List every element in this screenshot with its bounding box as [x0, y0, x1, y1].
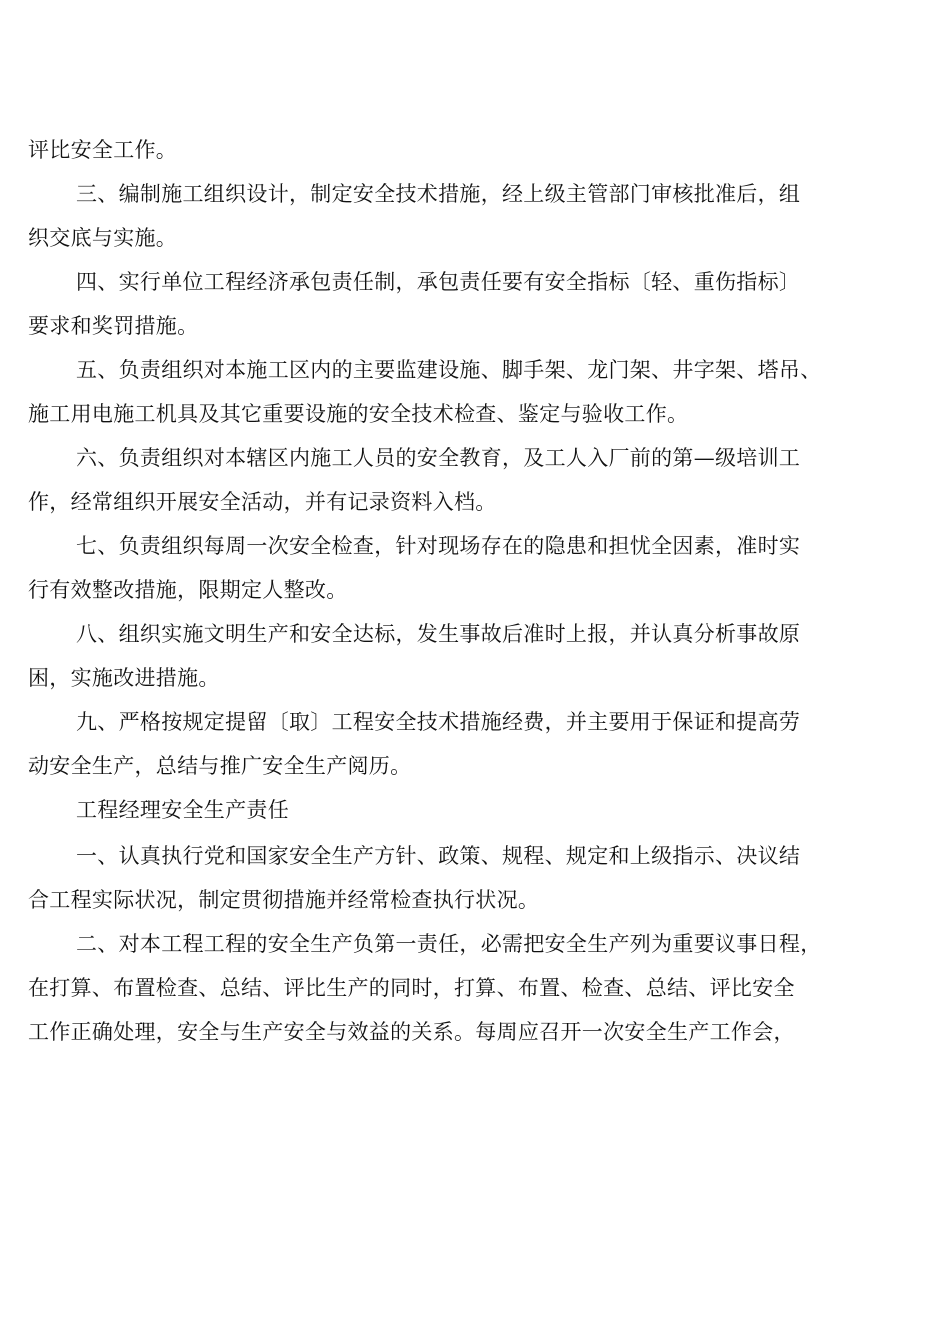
paragraph-a1-line-2: 合工程实际状况，制定贯彻措施并经常检查执行状况。: [28, 888, 540, 912]
paragraph-5-line-2: 施工用电施工机具及其它重要设施的安全技术检查、鉴定与验收工作。: [28, 402, 689, 426]
paragraph-3-line-2: 织交底与实施。: [28, 226, 178, 250]
paragraph-a2-line-3: 工作正确处理，安全与生产安全与效益的关系。每周应召开一次安全生产工作会，: [28, 1020, 795, 1044]
paragraph-5-line-1: 五、负责组织对本施工区内的主要监建设施、脚手架、龙门架、井字架、塔吊、: [76, 358, 822, 382]
paragraph-6-line-2: 作，经常组织开展安全活动，并有记录资料入档。: [28, 490, 497, 514]
paragraph-8-line-1: 八、组织实施文明生产和安全达标，发生事故后准时上报，并认真分析事故原: [76, 622, 801, 646]
paragraph-6-line-1: 六、负责组织对本辖区内施工人员的安全教育，及工人入厂前的第—级培训工: [76, 446, 801, 470]
paragraph-a2-line-1: 二、对本工程工程的安全生产负第一责任，必需把安全生产列为重要议事日程，: [76, 932, 822, 956]
paragraph-9-line-1: 九、严格按规定提留〔取〕工程安全技术措施经费，并主要用于保证和提高劳: [76, 710, 801, 734]
paragraph-a1-line-1: 一、认真执行党和国家安全生产方针、政策、规程、规定和上级指示、决议结: [76, 844, 801, 868]
paragraph-a2-line-2: 在打算、布置检查、总结、评比生产的同时，打算、布置、检查、总结、评比安全: [28, 976, 795, 1000]
paragraph-8-line-2: 困，实施改进措施。: [28, 666, 220, 690]
paragraph-7-line-2: 行有效整改措施，限期定人整改。: [28, 578, 348, 602]
paragraph-4-line-1: 四、实行单位工程经济承包责任制，承包责任要有安全指标〔轻、重伤指标〕: [76, 270, 801, 294]
paragraph-7-line-1: 七、负责组织每周一次安全检查，针对现场存在的隐患和担忧全因素，准时实: [76, 534, 801, 558]
paragraph-3-line-1: 三、编制施工组织设计，制定安全技术措施，经上级主管部门审核批准后，组: [76, 182, 801, 206]
paragraph-4-line-2: 要求和奖罚措施。: [28, 314, 199, 338]
text-line-1: 评比安全工作。: [28, 138, 178, 162]
paragraph-9-line-2: 动安全生产，总结与推广安全生产阅历。: [28, 754, 412, 778]
section-heading: 工程经理安全生产责任: [76, 798, 289, 822]
